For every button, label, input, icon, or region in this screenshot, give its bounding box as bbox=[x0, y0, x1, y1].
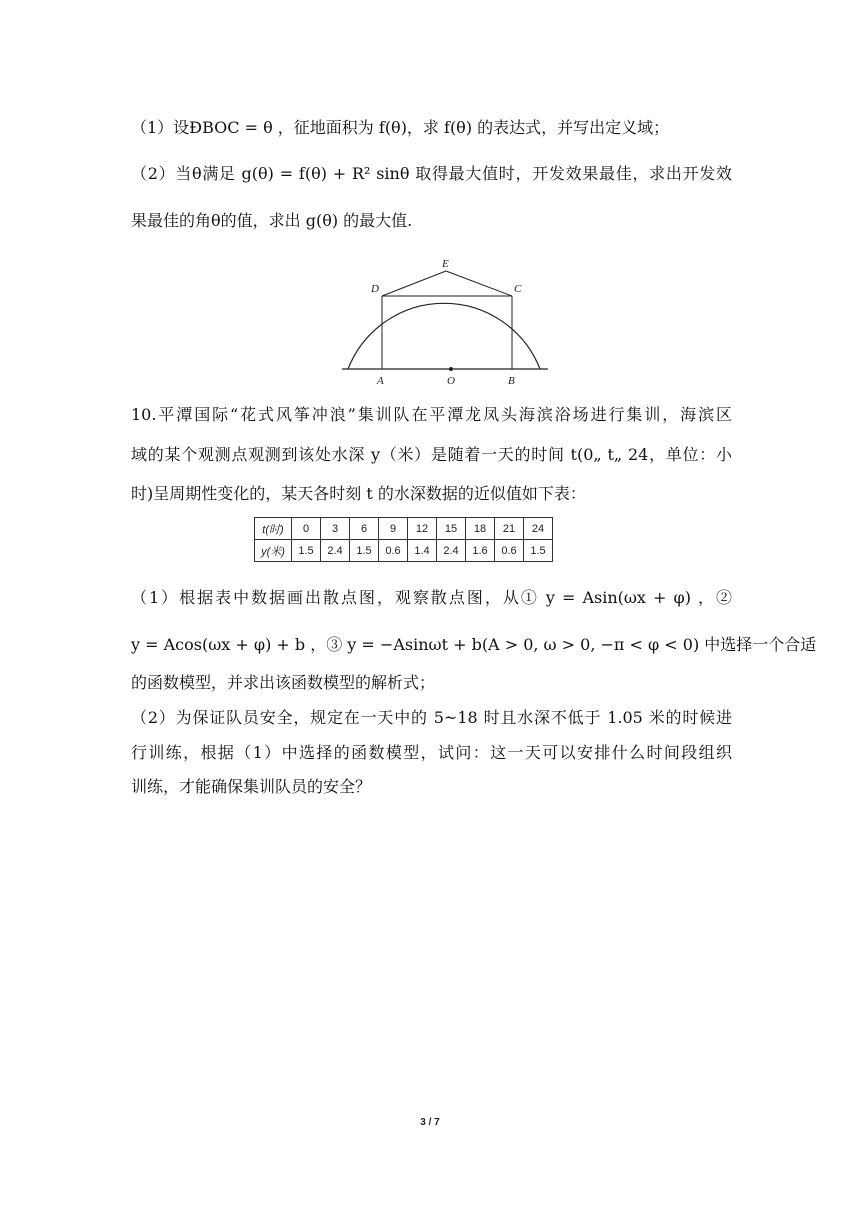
y-cell: 2.4 bbox=[321, 540, 350, 562]
table-header-t: t(时) bbox=[255, 518, 292, 540]
center-dot bbox=[449, 367, 453, 371]
t-cell: 24 bbox=[524, 518, 553, 540]
t-cell: 0 bbox=[292, 518, 321, 540]
y-cell: 1.6 bbox=[466, 540, 495, 562]
y-cell: 1.5 bbox=[292, 540, 321, 562]
y-cell: 0.6 bbox=[379, 540, 408, 562]
y-cell: 0.6 bbox=[495, 540, 524, 562]
label-b: B bbox=[508, 375, 515, 387]
y-cell: 1.5 bbox=[524, 540, 553, 562]
q10-line2: 域的某个观测点观测到该处水深 y（米）是随着一天的时间 t(0„ t„ 24，单位：小 bbox=[131, 445, 732, 464]
t-cell: 21 bbox=[495, 518, 524, 540]
q10-part2-line1: （2）为保证队员安全，规定在一天中的 5~18 时且水深不低于 1.05 米的时候进 bbox=[131, 708, 732, 727]
q10-part1-line3: 的函数模型，并求出该函数模型的解析式； bbox=[131, 673, 436, 692]
q10-part1-line1: （1）根据表中数据画出散点图，观察散点图，从① y = Asin(ωx + φ) ，② bbox=[131, 588, 732, 607]
t-cell: 6 bbox=[350, 518, 379, 540]
page-number: 3 / 7 bbox=[420, 1117, 440, 1128]
label-d: D bbox=[371, 283, 379, 295]
y-cell: 2.4 bbox=[437, 540, 466, 562]
q10-part2-line3: 训练，才能确保集训队员的安全？ bbox=[131, 777, 372, 796]
label-o: O bbox=[447, 375, 455, 387]
q10-line1: 10.平潭国际“花式风筝冲浪”集训队在平潭龙凤头海滨浴场进行集训，海滨区 bbox=[131, 405, 732, 424]
t-cell: 18 bbox=[466, 518, 495, 540]
table-row-t bbox=[255, 518, 553, 540]
q10-part2-line2: 行训练，根据（1）中选择的函数模型，试问：这一天可以安排什么时间段组织 bbox=[131, 743, 732, 762]
table-row-y bbox=[255, 540, 553, 562]
t-cell: 9 bbox=[379, 518, 408, 540]
y-cell: 1.5 bbox=[350, 540, 379, 562]
semicircle-arc bbox=[348, 303, 540, 369]
t-cell: 12 bbox=[408, 518, 437, 540]
q9-part2-line2: 果最佳的角θ的值，求出 g(θ) 的最大值. bbox=[131, 211, 413, 230]
semicircle-diagram bbox=[340, 248, 554, 390]
y-cell: 1.4 bbox=[408, 540, 437, 562]
t-cell: 3 bbox=[321, 518, 350, 540]
side-ec bbox=[446, 271, 512, 296]
q9-part1: （1）设ÐBOC = θ ，征地面积为 f(θ)，求 f(θ) 的表达式，并写出定义域； bbox=[131, 118, 670, 137]
semicircle-figure bbox=[340, 248, 554, 390]
t-cell: 15 bbox=[437, 518, 466, 540]
q9-part2-line1: （2）当θ满足 g(θ) = f(θ) + R² sinθ 取得最大值时，开发效果最佳，求出开发效 bbox=[131, 164, 732, 183]
depth-table bbox=[254, 517, 553, 562]
q10-line3: 时)呈周期性变化的，某天各时刻 t 的水深数据的近似值如下表： bbox=[131, 484, 586, 503]
label-c: C bbox=[514, 283, 522, 295]
label-e: E bbox=[442, 258, 449, 270]
label-a: A bbox=[377, 375, 384, 387]
side-de bbox=[382, 271, 446, 296]
q10-part1-line2: y = Acos(ωx + φ) + b ，③ y = −Asinωt + b(A > 0, ω > 0, −π < φ < 0) 中选择一个合适 bbox=[131, 635, 817, 654]
table-header-y: y(米) bbox=[255, 540, 292, 562]
